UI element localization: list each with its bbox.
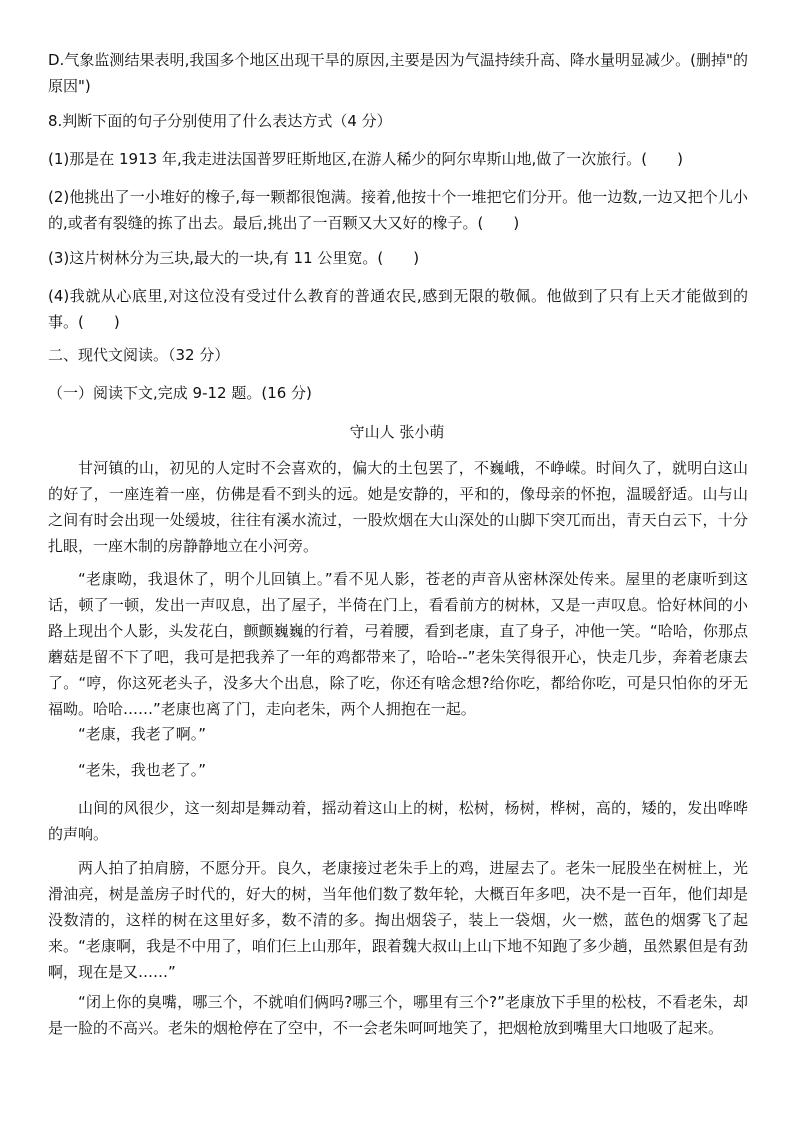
article-paragraph-4: “老朱，我也老了。” xyxy=(78,761,207,779)
article-title: 守山人 张小萌 xyxy=(349,423,445,441)
subsection-1-heading: （一）阅读下文,完成 9-12 题。(16 分) xyxy=(48,384,312,402)
article-paragraph-5: 山间的风很少，这一刻却是舞动着，摇动着这山上的树，松树，杨树，桦树，高的，矮的，发出哗哗的声响。 xyxy=(48,799,748,843)
q8-item-3: (3)这片树林分为三块,最大的一块,有 11 公里宽。( ) xyxy=(48,249,420,267)
section-2-heading: 二、现代文阅读。（32 分） xyxy=(48,346,230,364)
q8-item-2: (2)他挑出了一小堆好的橡子,每一颗都很饱满。接着,他按十个一堆把它们分开。他一边数,一边又把个儿小的,或者有裂缝的拣了出去。最后,挑出了一百颗又大又好的橡子。( ) xyxy=(48,188,748,232)
q8-item-4: (4)我就从心底里,对这位没有受过什么教育的普通农民,感到无限的敬佩。他做到了只有上天才能做到的事。( ) xyxy=(48,287,748,331)
article-paragraph-1: 甘河镇的山，初见的人定时不会喜欢的，偏大的土包罢了，不巍峨，不峥嵘。时间久了，就明白这山的好了，一座连着一座，仿佛是看不到头的远。她是安静的，平和的，像母亲的怀抱，温暖舒适。山与山之间有时会出现一处缓坡，往往有溪水流过，一股炊烟在大山深处的山脚下突兀而出，青天白云下，十分扎眼，一座木制的房静静地立在小河旁。 xyxy=(48,459,748,555)
article-paragraph-7: “闭上你的臭嘴，哪三个，不就咱们俩吗?哪三个，哪里有三个?”老康放下手里的松枝，不看老朱，却是一脸的不高兴。老朱的烟枪停在了空中，不一会老朱呵呵地笑了，把烟枪放到嘴里大口地吸了起来。 xyxy=(48,993,748,1037)
q7-option-d: D.气象监测结果表明,我国多个地区出现干旱的原因,主要是因为气温持续升高、降水量明显减少。(删掉"的原因") xyxy=(48,51,748,95)
q8-item-1: (1)那是在 1913 年,我走进法国普罗旺斯地区,在游人稀少的阿尔卑斯山地,做了一次旅行。( ) xyxy=(48,150,683,168)
q8-heading: 8.判断下面的句子分别使用了什么表达方式（4 分） xyxy=(48,112,392,130)
article-paragraph-6: 两人拍了拍肩膀，不愿分开。良久，老康接过老朱手上的鸡，进屋去了。老朱一屁股坐在树桩上，光滑油亮，树是盖房子时代的，好大的树，当年他们数了数年轮，大概百年多吧，决不是一百年，他们却是没数清的，这样的树在这里好多，数不清的多。掏出烟袋子，装上一袋烟，火一燃，蓝色的烟雾飞了起来。“老康啊，我是不中用了，咱们仨上山那年，跟着魏大叔山上山下地不知跑了多少趟，虽然累但是有劲啊，现在是又……” xyxy=(48,859,748,981)
article-paragraph-2: “老康呦，我退休了，明个儿回镇上。”看不见人影，苍老的声音从密林深处传来。屋里的老康听到这话，顿了一顿，发出一声叹息，出了屋子，半倚在门上，看看前方的树林，又是一声叹息。恰好林间的小路上现出个人影，头发花白，颤颤巍巍的行着，弓着腰，看到老康，直了身子，冲他一笑。“哈哈，你那点蘑菇是留不下了吧，我可是把我养了一年的鸡都带来了，哈哈--”老朱笑得很开心，快走几步，奔着老康去了。“哼，你这死老头子，没多大个出息，除了吃，你还有啥念想?给你吃，都给你吃，可是只怕你的牙无福呦。哈哈……”老康也离了门，走向老朱，两个人拥抱在一起。 xyxy=(48,570,748,718)
article-paragraph-3: “老康，我老了啊。” xyxy=(78,725,207,743)
